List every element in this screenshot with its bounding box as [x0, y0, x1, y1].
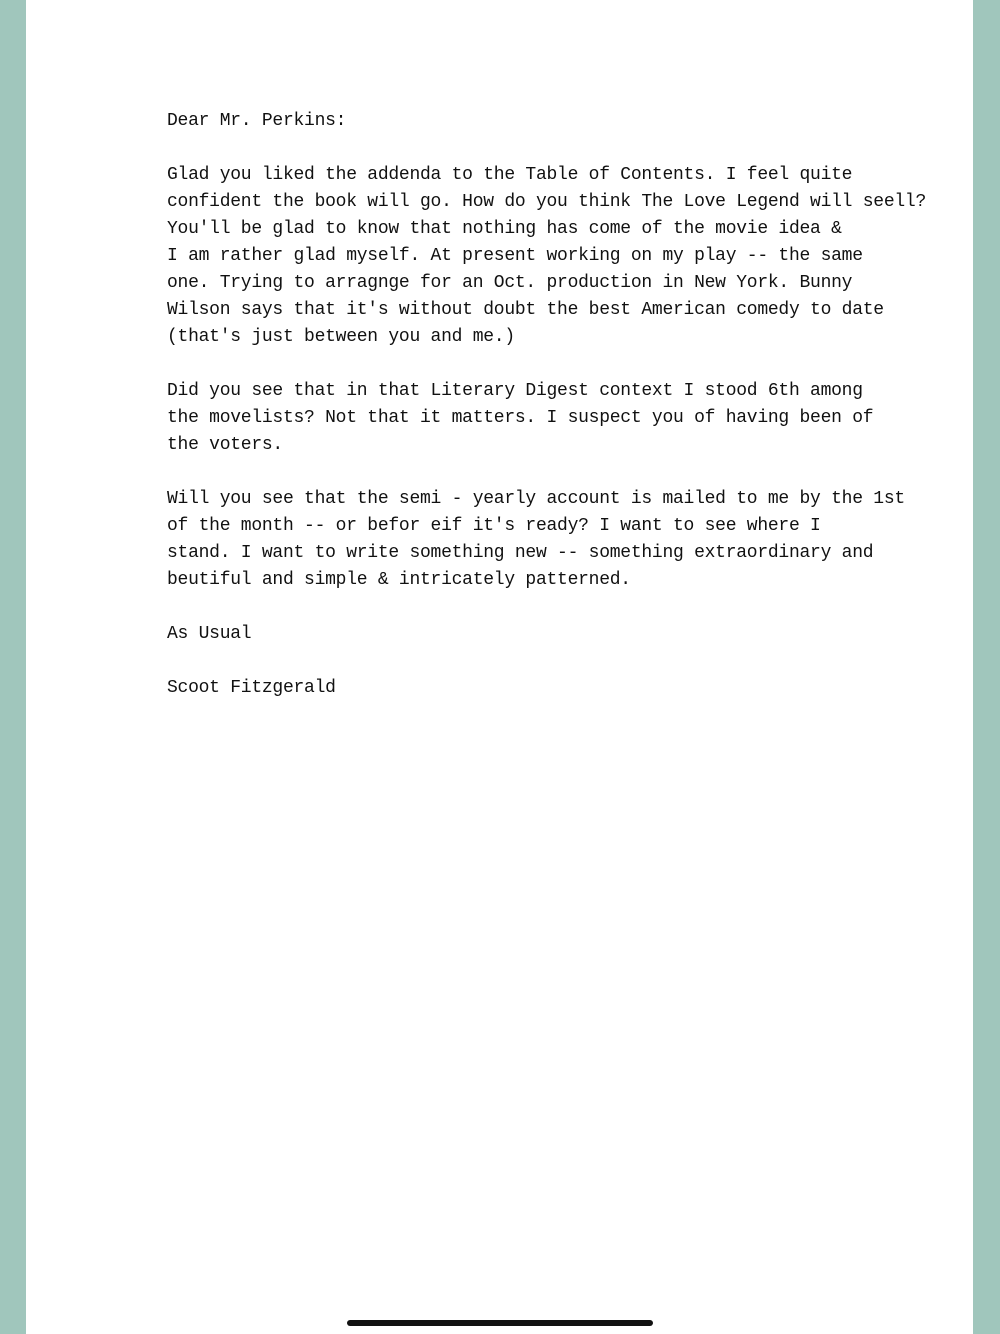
letter-body	[167, 108, 967, 702]
paragraph-1-line-2: confident the book will go. How do you think The Love Legend will seell?	[167, 192, 927, 212]
paragraph-gap	[167, 648, 967, 675]
letter-page	[26, 0, 973, 1334]
paragraph-3	[167, 486, 967, 594]
paragraph-3-line-1: Will you see that the semi - yearly account is mailed to me by the 1st	[167, 489, 905, 509]
closing: As Usual	[167, 624, 252, 644]
paragraph-1-line-3: You'll be glad to know that nothing has come of the movie idea &	[167, 219, 842, 239]
paragraph-1-line-7: (that's just between you and me.)	[167, 327, 515, 347]
paragraph-1	[167, 162, 967, 351]
home-indicator[interactable]	[347, 1320, 653, 1326]
paragraph-3-line-3: stand. I want to write something new -- something extraordinary and	[167, 543, 874, 563]
paragraph-2-line-2: the movelists? Not that it matters. I suspect you of having been of	[167, 408, 874, 428]
paragraph-2-line-1: Did you see that in that Literary Digest context I stood 6th among	[167, 381, 863, 401]
paragraph-gap	[167, 459, 967, 486]
paragraph-3-line-4: beutiful and simple & intricately patterned.	[167, 570, 631, 590]
paragraph-gap	[167, 351, 967, 378]
paragraph-1-line-6: Wilson says that it's without doubt the best American comedy to date	[167, 300, 884, 320]
paragraph-gap	[167, 594, 967, 621]
paragraph-2	[167, 378, 967, 459]
paragraph-3-line-2: of the month -- or befor eif it's ready? I want to see where I	[167, 516, 821, 536]
salutation: Dear Mr. Perkins:	[167, 111, 347, 131]
paragraph-gap	[167, 135, 967, 162]
signature: Scoot Fitzgerald	[167, 678, 336, 698]
paragraph-1-line-5: one. Trying to arragnge for an Oct. production in New York. Bunny	[167, 273, 853, 293]
paragraph-2-line-3: the voters.	[167, 435, 283, 455]
paragraph-1-line-4: I am rather glad myself. At present working on my play -- the same	[167, 246, 863, 266]
paragraph-1-line-1: Glad you liked the addenda to the Table of Contents. I feel quite	[167, 165, 853, 185]
